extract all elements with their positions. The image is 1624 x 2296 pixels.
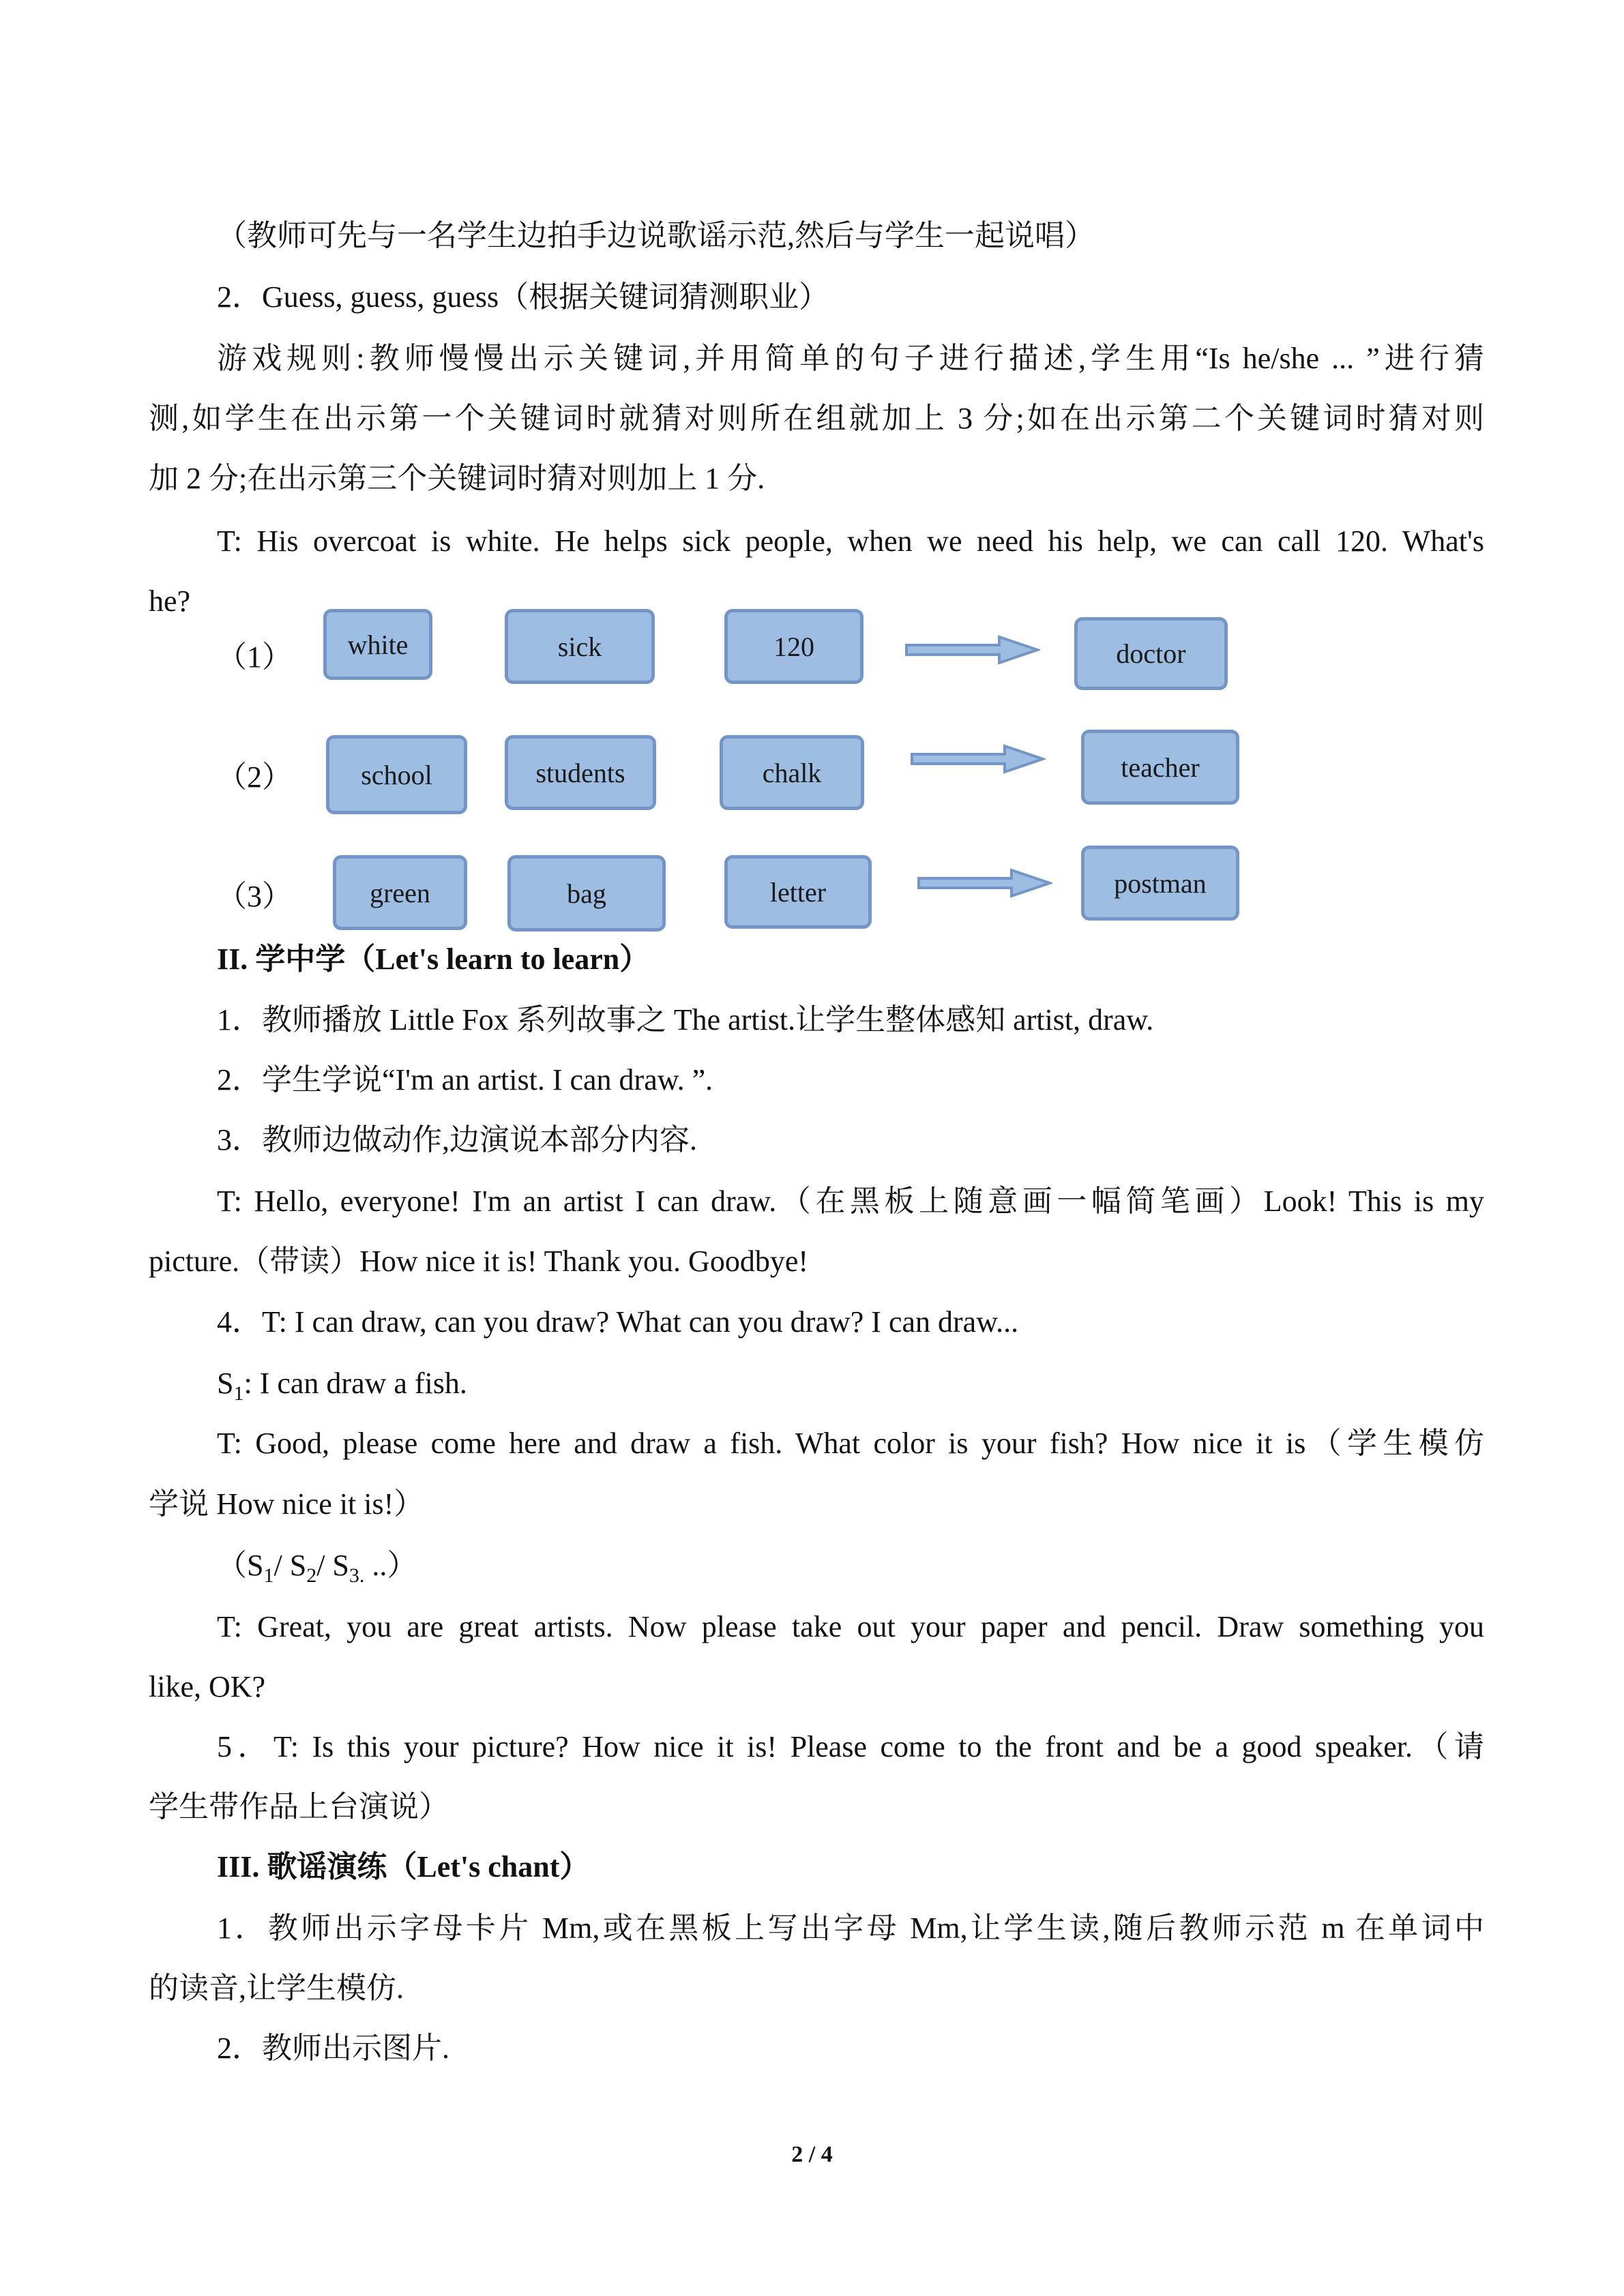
- keyword-box: white: [323, 609, 432, 680]
- paragraph-fish-line1: T: Good, please come here and draw a fish. What color is your fish? How nice it is（学生模仿: [217, 1427, 1484, 1460]
- paragraph-student1: $S_1$: I can draw a fish.: [217, 1367, 467, 1405]
- keyword-box: bag: [507, 855, 666, 931]
- keyword-box: students: [505, 735, 656, 810]
- paragraph-dialog-line1: T: His overcoat is white. He helps sick people, when we need his help, we can call 120. What's: [217, 524, 1484, 558]
- row-label: （3）: [217, 880, 292, 913]
- keyword-box: sick: [505, 609, 655, 684]
- keyword-box: green: [333, 855, 467, 930]
- paragraph-chant-line2: 的读音,让学生模仿.: [149, 1971, 404, 2005]
- keyword-box: letter: [724, 855, 872, 929]
- keyword-box: 120: [724, 609, 863, 684]
- arrow-icon: [909, 743, 1046, 775]
- keyword-box: chalk: [720, 735, 864, 810]
- paragraph-chant-step2: 2．教师出示图片.: [217, 2031, 449, 2065]
- section-heading-chant: III. 歌谣演练（Let's chant）: [217, 1850, 590, 1883]
- paragraph-fish-line2: 学说 How nice it is!）: [149, 1487, 424, 1521]
- paragraph-rules-line3: 加 2 分;在出示第三个关键词时猜对则加上 1 分.: [149, 462, 765, 495]
- paragraph-step3: 3．教师边做动作,边演说本部分内容.: [217, 1123, 697, 1157]
- row-label: （2）: [217, 760, 292, 794]
- paragraph-dialog-line2: he?: [149, 584, 191, 618]
- paragraph-rules-line1: 游戏规则:教师慢慢出示关键词,并用简单的句子进行描述,学生用“Is he/she ... ”进行猜: [217, 342, 1484, 375]
- arrow-icon: [916, 867, 1052, 899]
- row-label: （1）: [217, 640, 292, 674]
- keyword-box: school: [326, 735, 467, 814]
- paragraph-step4: 4．T: I can draw, can you draw? What can you draw? I can draw...: [217, 1305, 1019, 1339]
- paragraph-teacher-line2: picture.（带读）How nice it is! Thank you. Goodbye!: [149, 1244, 809, 1278]
- paragraph-artists-line1: T: Great, you are great artists. Now please take out your paper and pencil. Draw something you: [217, 1610, 1484, 1643]
- answer-box: postman: [1081, 846, 1239, 921]
- paragraph-students-list: （$S_1/$ $S_2/$ $S_{3.}$ ..）: [217, 1549, 417, 1587]
- answer-box: doctor: [1074, 617, 1228, 690]
- arrow-icon: [904, 634, 1040, 666]
- paragraph-chant-line1: 1．教师出示字母卡片 Mm,或在黑板上写出字母 Mm,让学生读,随后教师示范 m 在单词中: [217, 1911, 1484, 1945]
- paragraph-guess-title: 2．Guess, guess, guess（根据关键词猜测职业）: [217, 280, 829, 314]
- paragraph-step5-line1: 5．T: Is this your picture? How nice it is! Please come to the front and be a good speaker.（请: [217, 1730, 1484, 1763]
- paragraph-artists-line2: like, OK?: [149, 1670, 266, 1703]
- paragraph-rules-line2: 测,如学生在出示第一个关键词时就猜对则所在组就加上 3 分;如在出示第二个关键词时猜对则: [149, 402, 1484, 435]
- paragraph-step1: 1．教师播放 Little Fox 系列故事之 The artist.让学生整体感知 artist, draw.: [217, 1003, 1154, 1037]
- paragraph-step2: 2．学生学说“I'm an artist. I can draw. ”.: [217, 1063, 713, 1097]
- paragraph-demo-note: （教师可先与一名学生边拍手边说歌谣示范,然后与学生一起说唱）: [217, 219, 1095, 252]
- page-number: 2 / 4: [791, 2142, 833, 2167]
- answer-box: teacher: [1081, 730, 1239, 805]
- section-heading-learn: II. 学中学（Let's learn to learn）: [217, 942, 650, 976]
- paragraph-step5-line2: 学生带作品上台演说）: [149, 1790, 449, 1823]
- paragraph-teacher-line1: T: Hello, everyone! I'm an artist I can draw.（在黑板上随意画一幅简笔画）Look! This is my: [217, 1184, 1484, 1218]
